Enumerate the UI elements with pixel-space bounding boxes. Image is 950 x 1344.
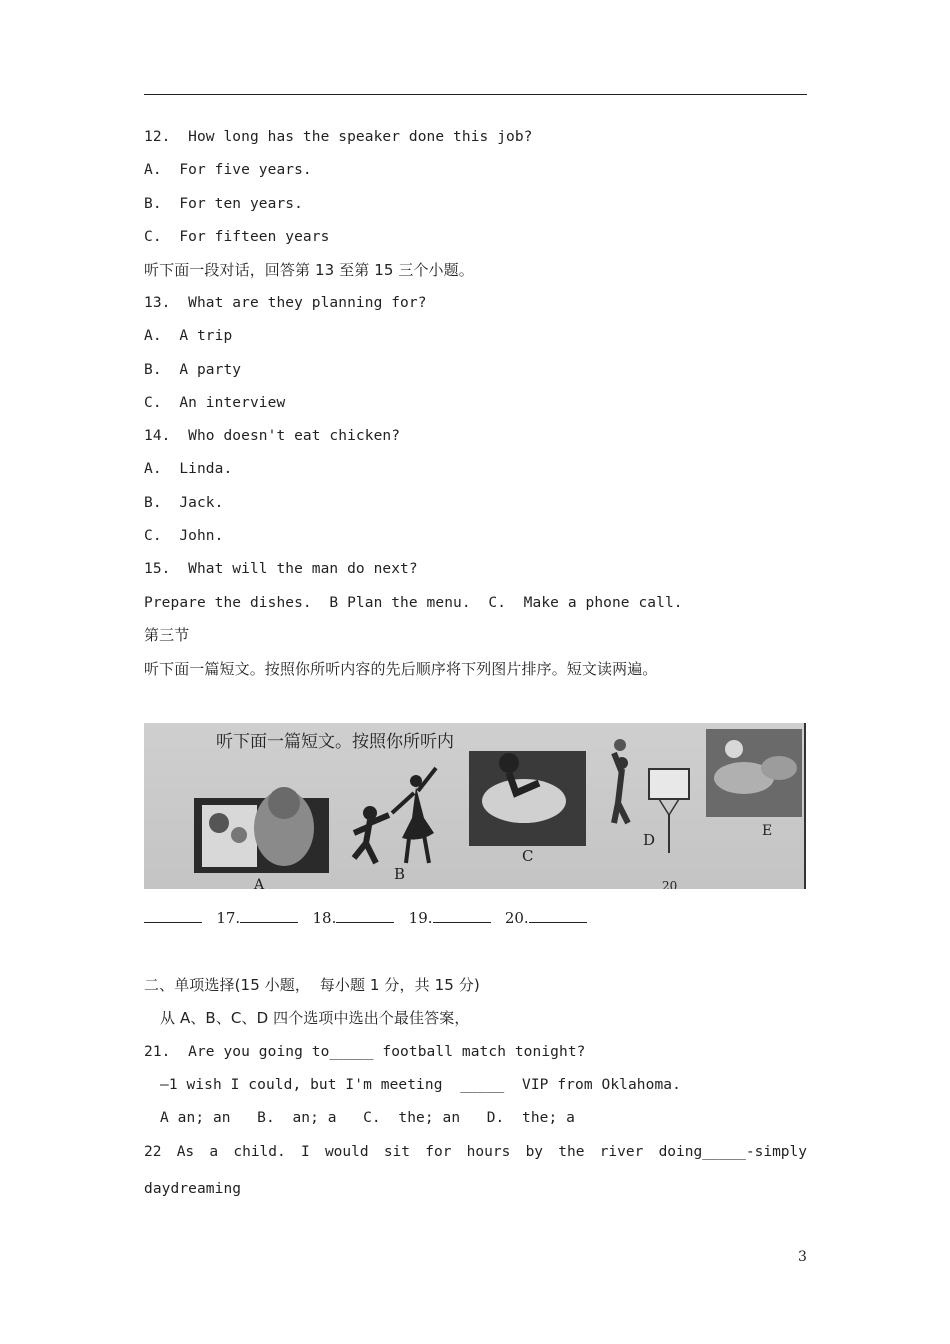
picture-d-ball <box>614 739 626 751</box>
picture-strip <box>144 723 806 889</box>
option-13b: B. A party <box>144 362 242 378</box>
blank-label-18: 18. <box>312 909 337 927</box>
picture-a-child-drawing <box>202 805 257 867</box>
question-15: 15. What will the man do next? <box>144 561 418 577</box>
options-15: Prepare the dishes. B Plan the menu. C. Make a phone call. <box>144 595 683 611</box>
picture-d-backboard <box>649 769 689 799</box>
picture-b-dancer-2-dress <box>402 787 434 840</box>
picture-strip-number: 20 <box>662 879 678 889</box>
option-12b: B. For ten years. <box>144 196 303 212</box>
option-14c: C. John. <box>144 528 224 544</box>
picture-a-face-2 <box>231 827 247 843</box>
picture-b-dancer-1 <box>354 815 389 863</box>
question-12: 12. How long has the speaker done this job? <box>144 129 533 145</box>
option-14a: A. Linda. <box>144 461 233 477</box>
picture-d-net <box>659 799 679 815</box>
picture-e-sheep <box>761 756 797 780</box>
answer-blank-17[interactable] <box>240 908 298 923</box>
option-14b: B. Jack. <box>144 495 224 511</box>
answer-blank-18[interactable] <box>336 908 394 923</box>
picture-label-a: A <box>254 877 265 889</box>
picture-label-e: E <box>762 823 773 839</box>
picture-a-face-1 <box>209 813 229 833</box>
blank-label-20: 20. <box>504 909 529 927</box>
picture-strip-header: 听下面一篇短文。按照你所听内 <box>216 732 454 752</box>
picture-label-c: C <box>522 847 534 865</box>
blank-label-19: 19. <box>408 909 433 927</box>
blank-label-17: 17. <box>216 909 241 927</box>
question-14: 14. Who doesn't eat chicken? <box>144 428 401 444</box>
picture-order-blanks <box>144 908 587 928</box>
header-rule <box>144 94 807 95</box>
picture-label-d: D <box>643 831 656 849</box>
question-21: 21. Are you going to_____ football match tonight? <box>144 1044 586 1060</box>
question-21-response: —1 wish I could, but I'm meeting _____ VIP from Oklahoma. <box>160 1077 681 1093</box>
answer-blank-16[interactable] <box>144 908 202 923</box>
page-number: 3 <box>798 1249 807 1265</box>
answer-blank-19[interactable] <box>433 908 491 923</box>
option-13c: C. An interview <box>144 395 286 411</box>
section-3-heading: 第三节 <box>144 626 190 644</box>
part-2-heading: 二、单项选择(15 小题， 每小题 1 分，共 15 分) <box>144 976 480 994</box>
answer-blank-20[interactable] <box>529 908 587 923</box>
question-13: 13. What are they planning for? <box>144 295 427 311</box>
options-21: A an; an B. an; a C. the; an D. the; a <box>160 1110 575 1126</box>
instruction-pictures: 听下面一篇短文。按照你所听内容的先后顺序将下列图片排序。短文读两遍。 <box>144 660 658 678</box>
option-13a: A. A trip <box>144 328 233 344</box>
part-2-instruction: 从 A、B、C、D 四个选项中选出个最佳答案， <box>160 1009 470 1027</box>
question-22-continued: daydreaming <box>144 1181 242 1197</box>
instruction-13-15: 听下面一段对话，回答第 13 至第 15 三个小题。 <box>144 261 474 279</box>
picture-c-bull <box>482 779 566 823</box>
question-22: 22 As a child. I would sit for hours by the river doing_____-simply <box>144 1144 807 1160</box>
picture-c-rider-head <box>499 753 519 773</box>
picture-e-shepherd <box>725 740 743 758</box>
picture-a-head <box>268 787 300 819</box>
picture-label-b: B <box>394 865 406 883</box>
option-12c: C. For fifteen years <box>144 229 330 245</box>
option-12a: A. For five years. <box>144 162 312 178</box>
